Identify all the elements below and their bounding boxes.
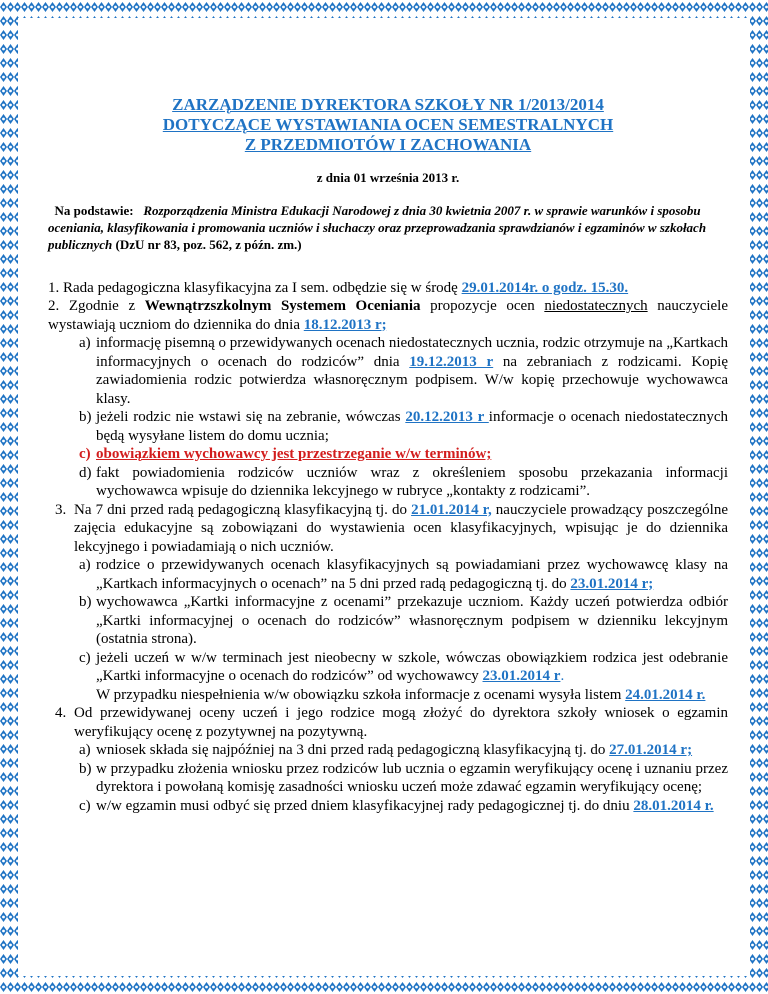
legal-basis: [48, 202, 728, 253]
list-label: b): [79, 594, 92, 610]
list-item-2a-text: informację pisemną o przewidywanych ocenach niedostatecznych ucznia, rodzic otrzymuje na „Kartkach informacyjnych o ocenach do rodziców” dnia: [96, 335, 728, 370]
paragraph-1-text: 1. Rada pedagogiczna klasyfikacyjna za I sem. odbędzie się w środę: [48, 279, 462, 296]
list-item-2b-date: 20.12.2013 r: [405, 409, 489, 425]
list-item-4c-date: 28.01.2014 r.: [633, 797, 714, 814]
paragraph-3-text-1: Na 7 dni przed radą pedagogiczną klasyfikacyjną tj. do: [74, 501, 412, 518]
paragraph-2-date: 18.12.2013 r;: [303, 316, 387, 333]
paragraph-3-number: 3.: [55, 501, 67, 518]
list-label: c): [79, 446, 91, 462]
list-item-3c-continuation-date: 24.01.2014 r.: [625, 686, 706, 703]
list-item-3b: [48, 593, 728, 649]
title-line-1: ZARZĄDZENIE DYREKTORA SZKOŁY NR 1/2013/2014: [172, 95, 604, 114]
paragraph-1: [48, 279, 728, 298]
list-item-3c-continuation-text: W przypadku niespełnienia w/w obowiązku szkoła informacje z ocenami wysyła listem: [96, 686, 626, 703]
list-item-3c-date: 23.01.2014 r: [482, 668, 561, 684]
list-item-2a-text-2: na zebraniach z rodzicami. Kopię zawiadomienia rodzic potwierdza własnoręcznym podpisem. W/w kopię przechowuje wychowawca klasy.: [96, 353, 728, 407]
legal-basis-act: Rozporządzenia Ministra Edukacji Narodowej z dnia 30 kwietnia 2007 r. w sprawie warunków i sposobu oceniania, klasyfikowania i promowania uczniów i słuchaczy oraz przeprowadzania sprawdzianów i egzaminów w szkołach publicznych: [48, 202, 707, 252]
paragraph-1-date: 29.01.2014r. o godz. 15.30.: [461, 279, 629, 296]
list-item-4a-text: wniosek składa się najpóźniej na 3 dni przed radą pedagogiczną klasyfikacyjną tj. do: [96, 742, 610, 758]
list-item-3c: [48, 649, 728, 686]
list-item-3c-continuation: [48, 686, 728, 705]
paragraph-2: [48, 297, 728, 334]
list-item-3a-text: rodzice o przewidywanych ocenach klasyfikacyjnych są powiadamiani przez wychowawcę klasy na „Kartkach informacyjnych o ocenach” na 5 dni przed radą pedagogiczną tj. do: [96, 557, 728, 592]
paragraph-4: [48, 704, 728, 741]
list-item-4b-text: w przypadku złożenia wniosku przez rodziców lub ucznia o egzamin weryfikujący ocenę i uznaniu przez dyrektora i powołaną komisję zasadności wniosku uczeń może zdawać egzamin weryfikujący ocenę;: [96, 760, 728, 795]
paragraph-3: [48, 501, 728, 557]
paragraph-2-text-2: propozycje ocen: [420, 298, 545, 314]
list-item-3b-text: wychowawca „Kartki informacyjne z ocenami” przekazuje uczniom. Każdy uczeń potwierdza odbiór „Kartki informacyjnej o ocenach do rodziców” własnoręcznym podpisem w dzienniku lekcyjnym (ostatnia strona).: [96, 594, 728, 647]
list-item-4a-date: 27.01.2014 r;: [609, 742, 693, 758]
list-item-4c-text: w/w egzamin musi odbyć się przed dniem klasyfikacyjnej rady pedagogicznej tj. do dniu: [96, 797, 634, 814]
document-title: [48, 95, 728, 155]
list-item-2a: [48, 334, 728, 408]
paragraph-4-text: Od przewidywanej oceny uczeń i jego rodzice mogą złożyć do dyrektora szkoły wniosek o egzamin weryfikujący ocenę z pozytywnej na pozytywną.: [74, 705, 728, 740]
document-date: z dnia 01 września 2013 r.: [316, 170, 460, 185]
list-item-2b-text-2: informacje o ocenach niedostatecznych będą wysyłane listem do domu ucznia;: [96, 409, 728, 444]
title-line-3: Z PRZEDMIOTÓW I ZACHOWANIA: [244, 135, 532, 154]
legal-basis-reference: (DzU nr 83, poz. 562, z późn. zm.): [115, 236, 302, 252]
paragraph-3-text-2: nauczyciele prowadzący poszczególne zajęcia edukacyjne są zobowiązani do wystawienia ocen klasyfikacyjnych, wpisując je do dziennika lekcyjnego i powiadamiają o nich uczniów.: [74, 501, 728, 555]
list-item-2b-text: jeżeli rodzic nie wstawi się na zebranie, wówczas: [96, 409, 406, 425]
list-label: c): [79, 649, 91, 666]
paragraph-4-number: 4.: [55, 705, 67, 721]
list-label: b): [79, 760, 92, 777]
list-item-3a: [48, 556, 728, 593]
paragraph-2-underline: niedostatecznych: [544, 298, 648, 314]
list-label: a): [79, 335, 91, 351]
list-item-2d-text: fakt powiadomienia rodziców uczniów wraz z określeniem sposobu przekazania informacji wychowawca wpisuje do dziennika lekcyjnego w rubryce „kontakty z rodzicami”.: [96, 464, 728, 499]
list-label: a): [79, 557, 91, 573]
paragraph-3-date: 21.01.2014 r,: [411, 501, 492, 518]
list-item-3c-text: jeżeli uczeń w w/w terminach jest nieobecny w szkole, wówczas obowiązkiem rodzica jest odebranie „Kartki informacyjne o ocenach do rodziców” od wychowawcy: [96, 649, 728, 684]
list-item-2b: [48, 408, 728, 445]
list-item-2a-date: 19.12.2013 r: [409, 353, 494, 370]
list-label: a): [79, 742, 91, 758]
list-item-3a-date: 23.01.2014 r;: [570, 575, 654, 592]
paragraph-2-text-3: nauczyciele wystawiają uczniom do dziennika do dnia: [48, 298, 729, 333]
list-item-2c-warning: obowiązkiem wychowawcy jest przestrzeganie w/w terminów;: [96, 446, 492, 462]
legal-basis-label: Na podstawie:: [54, 202, 134, 218]
list-item-4c: [48, 797, 728, 816]
list-label: d): [79, 464, 92, 481]
list-item-3c-dot: .: [560, 668, 565, 684]
list-item-4a: [48, 741, 728, 760]
document-page: [48, 95, 728, 815]
paragraph-2-bold: Wewnątrzszkolnym Systemem Oceniania: [144, 298, 421, 314]
title-line-2: DOTYCZĄCE WYSTAWIANIA OCEN SEMESTRALNYCH: [162, 115, 614, 134]
list-label: b): [79, 409, 92, 425]
list-item-2d: [48, 464, 728, 501]
list-item-2c: [48, 445, 728, 464]
paragraph-2-text-1: 2. Zgodnie z: [48, 298, 145, 314]
list-item-4b: [48, 760, 728, 797]
list-label: c): [79, 797, 91, 814]
